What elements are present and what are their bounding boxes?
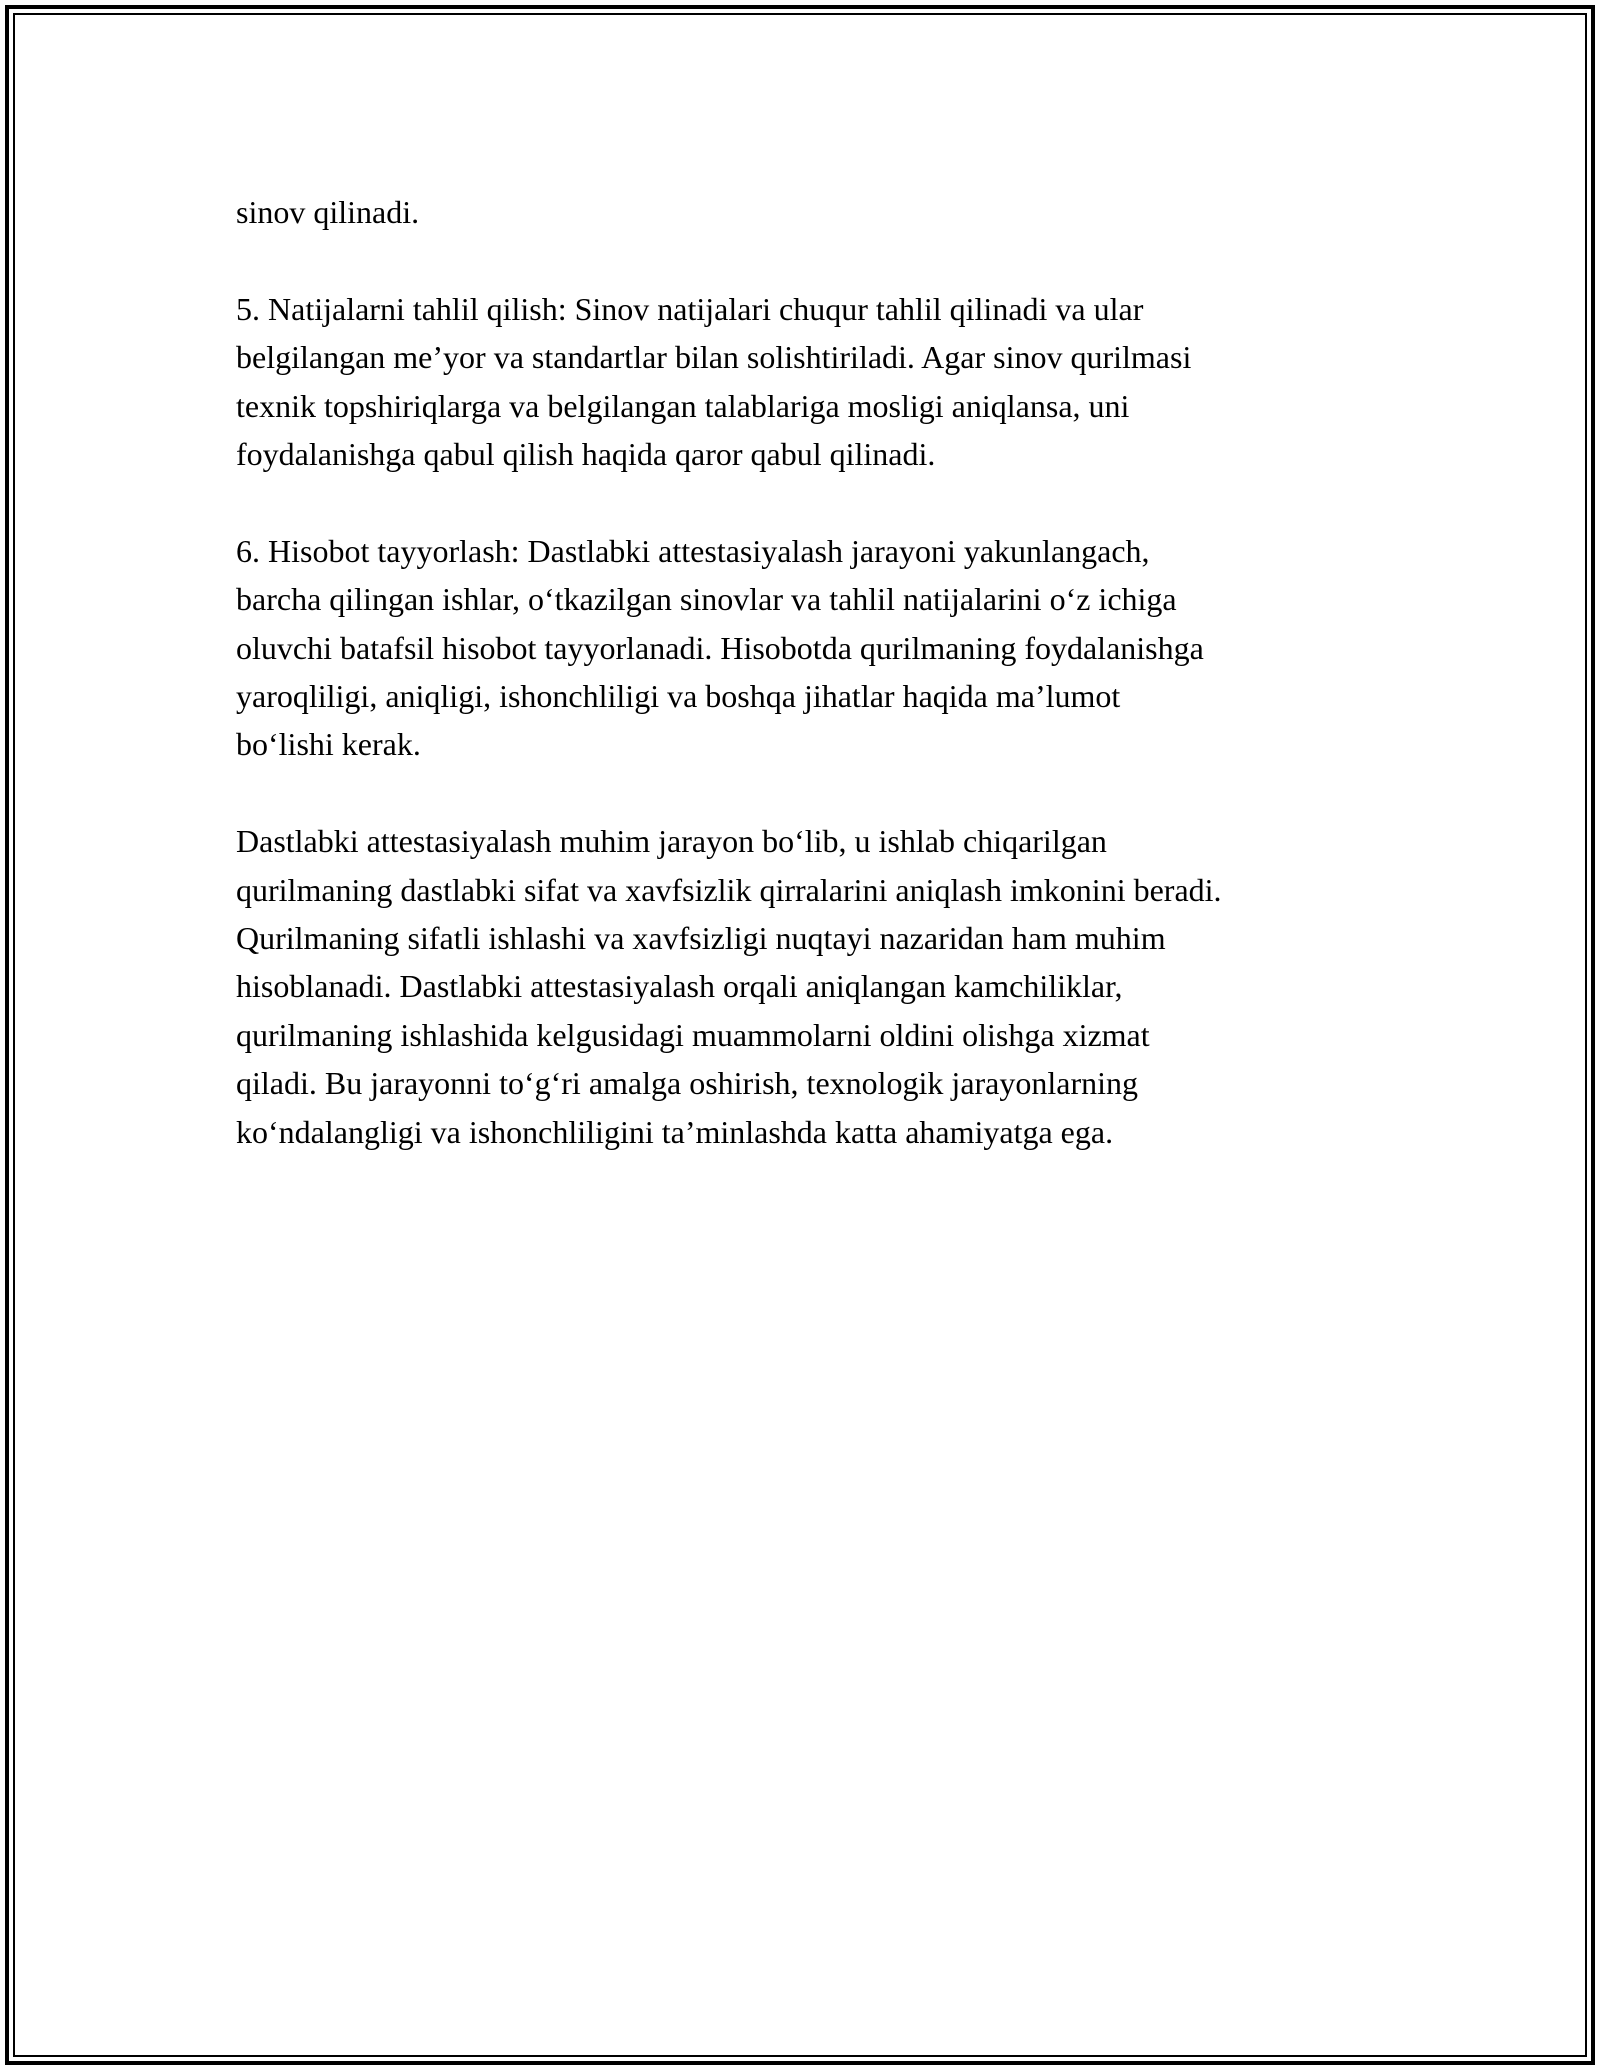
text-line: 6. Hisobot tayyorlash: Dastlabki attestasiyalash jarayoni yakunlangach, (236, 532, 1150, 569)
text-line: texnik topshiriqlarga va belgilangan talablariga mosligi aniqlansa, uni (236, 387, 1130, 424)
text-line: bo‘lishi kerak. (236, 726, 421, 763)
text-line: foydalanishga qabul qilish haqida qaror qabul qilinadi. (236, 436, 936, 473)
text-line: qurilmaning ishlashida kelgusidagi muammolarni oldini olishga xizmat (236, 1016, 1150, 1053)
text-line: qurilmaning dastlabki sifat va xavfsizlik qirralarini aniqlash imkonini beradi. (236, 871, 1222, 908)
text-line: ko‘ndalangligi va ishonchliligini ta’minlashda katta ahamiyatga ega. (236, 1113, 1114, 1150)
text-line: 5. Natijalarni tahlil qilish: Sinov natijalari chuqur tahlil qilinadi va ular (236, 290, 1144, 327)
text-line: oluvchi batafsil hisobot tayyorlanadi. Hisobotda qurilmaning foydalanishga (236, 629, 1204, 666)
text-line: belgilangan me’yor va standartlar bilan solishtiriladi. Agar sinov qurilmasi (236, 339, 1192, 376)
paragraph-conclusion (236, 817, 1386, 1156)
paragraph-report-preparation (236, 527, 1386, 769)
text-line: sinov qilinadi. (236, 194, 420, 230)
text-line: qiladi. Bu jarayonni to‘g‘ri amalga oshirish, texnologik jarayonlarning (236, 1065, 1139, 1102)
text-line: Qurilmaning sifatli ishlashi va xavfsizligi nuqtayi nazaridan ham muhim (236, 920, 1166, 957)
paragraph-continuation (236, 188, 1386, 236)
text-line: Dastlabki attestasiyalash muhim jarayon bo‘lib, u ishlab chiqarilgan (236, 823, 1107, 860)
text-line: hisoblanadi. Dastlabki attestasiyalash orqali aniqlangan kamchiliklar, (236, 968, 1123, 1005)
paragraph-results-analysis (236, 285, 1386, 479)
text-line: yaroqliligi, aniqligi, ishonchliligi va boshqa jihatlar haqida ma’lumot (236, 678, 1121, 715)
text-line: barcha qilingan ishlar, o‘tkazilgan sinovlar va tahlil natijalarini o‘z ichiga (236, 581, 1177, 618)
document-body (236, 188, 1386, 1204)
